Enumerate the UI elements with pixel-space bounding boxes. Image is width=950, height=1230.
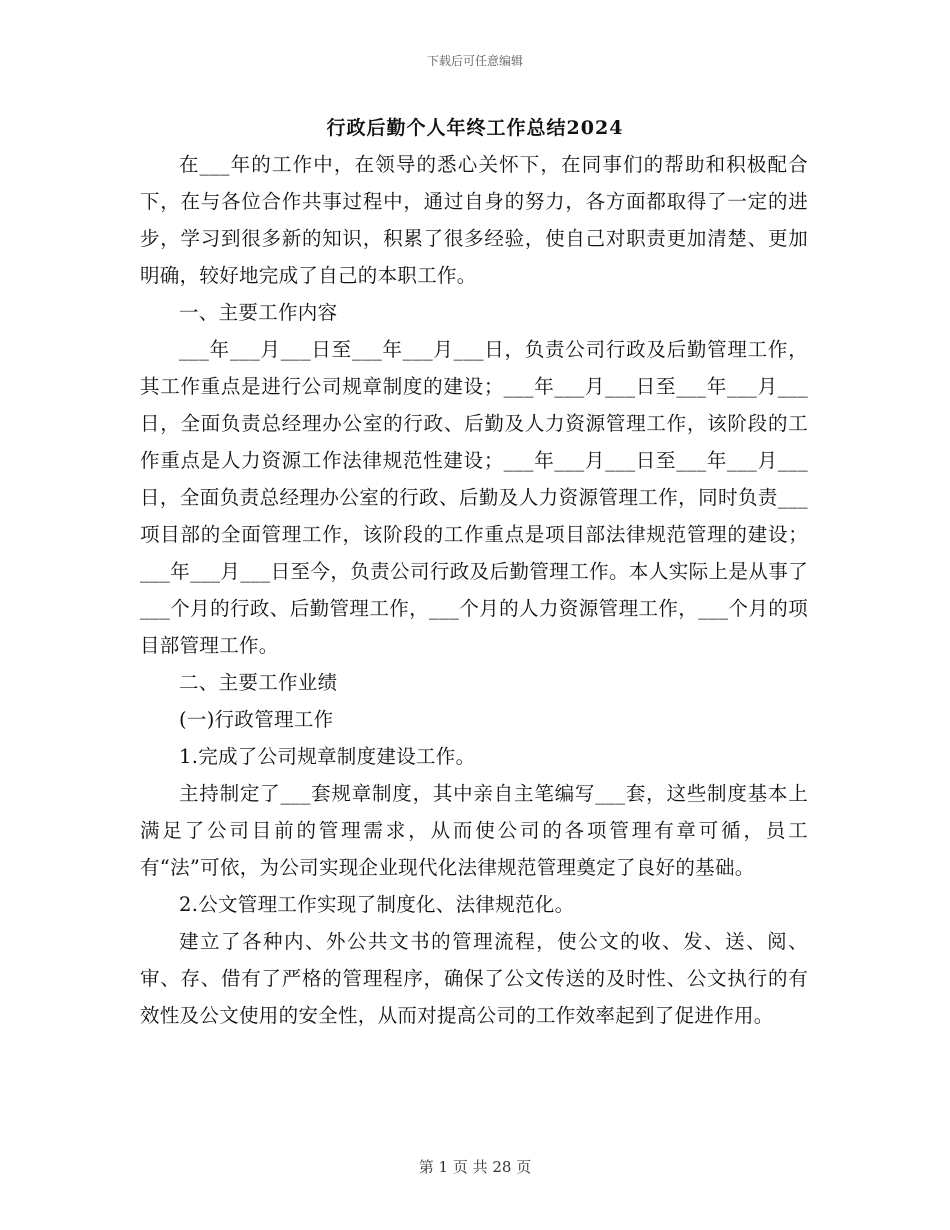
paragraph-work-content: ___年___月___日至___年___月___日，负责公司行政及后勤管理工作，其工作重点是进行公司规章制度的建设；___年___月___日至___年___月___日，全面负责总经理办公室的行政、后勤及人力资源管理工作，该阶段的工作重点是人力资源工作法律规范性建设；___年___月___日至___年___月___日，全面负责总经理办公室的行政、后勤及人力资源管理工作，同时负责___项目部的全面管理工作，该阶段的工作重点是项目部法律规范管理的建设；___年___月___日至今，负责公司行政及后勤管理工作。本人实际上是从事了___个月的行政、后勤管理工作，___个月的人力资源管理工作，___个月的项目部管理工作。 xyxy=(140,338,808,657)
paragraph-intro: 在___年的工作中，在领导的悉心关怀下，在同事们的帮助和积极配合下，在与各位合作共事过程中，通过自身的努力，各方面都取得了一定的进步，学习到很多新的知识，积累了很多经验，使自己对职责更加清楚、更加明确，较好地完成了自己的本职工作。 xyxy=(140,153,808,287)
section-heading-main-work: 一、主要工作内容 xyxy=(179,301,338,324)
subsection-heading-admin: (一)行政管理工作 xyxy=(179,708,334,731)
paragraph-documents: 建立了各种内、外公共文书的管理流程，使公文的收、发、送、阅、审、存、借有了严格的管理程序，确保了公文传送的及时性、公文执行的有效性及公文使用的安全性，从而对提高公司的工作效率起到了促进作用。 xyxy=(140,930,808,1027)
item-heading-documents: 2.公文管理工作实现了制度化、法律规范化。 xyxy=(179,893,575,916)
page-number-footer: 第 1 页 共 28 页 xyxy=(418,1158,532,1176)
paragraph-rules: 主持制定了___套规章制度，其中亲自主笔编写___套，这些制度基本上满足了公司目前的管理需求，从而使公司的各项管理有章可循，员工有“法”可依，为公司实现企业现代化法律规范管理奠定了良好的基础。 xyxy=(140,782,808,879)
section-heading-achievements: 二、主要工作业绩 xyxy=(179,671,338,694)
page-header-note: 下载后可任意编辑 xyxy=(426,54,523,68)
item-heading-rules: 1.完成了公司规章制度建设工作。 xyxy=(179,745,476,768)
document-title: 行政后勤个人年终工作总结2024 xyxy=(326,117,624,139)
document-body xyxy=(140,146,808,1034)
